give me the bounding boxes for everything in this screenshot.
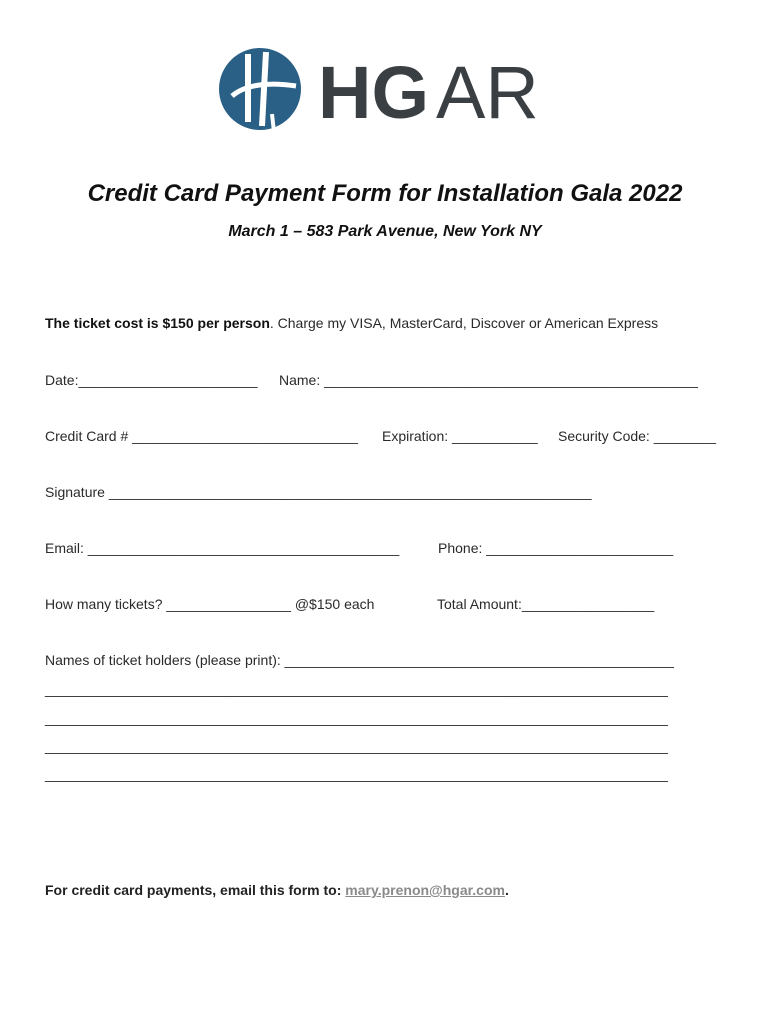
ticket-holders-line-1[interactable]: ________________________________________________________________________________ bbox=[45, 681, 668, 697]
phone-field[interactable]: Phone: ________________________ bbox=[438, 540, 674, 556]
ticket-holders-line-4[interactable]: ________________________________________________________________________________ bbox=[45, 766, 668, 782]
signature-field[interactable]: Signature ______________________________________________________________ bbox=[45, 484, 592, 500]
form-title: Credit Card Payment Form for Installation Gala 2022 bbox=[87, 180, 683, 207]
security-code-field[interactable]: Security Code: ________ bbox=[558, 428, 716, 444]
total-amount-field[interactable]: Total Amount:_________________ bbox=[437, 596, 655, 612]
date-field[interactable]: Date:_______________________ bbox=[45, 372, 258, 388]
ticket-cost-line bbox=[45, 315, 658, 331]
footer-period: . bbox=[504, 882, 509, 898]
footer-instructions bbox=[45, 882, 509, 898]
footer-text: For credit card payments, email this form to: bbox=[45, 882, 346, 898]
name-field[interactable]: Name: ________________________________________________ bbox=[279, 372, 698, 388]
expiration-field[interactable]: Expiration: ___________ bbox=[382, 428, 538, 444]
email-field[interactable]: Email: ________________________________________ bbox=[45, 540, 400, 556]
hgar-logo bbox=[218, 44, 558, 134]
ticket-holders-line-3[interactable]: ________________________________________________________________________________ bbox=[45, 738, 668, 754]
contact-email-link[interactable]: mary.prenon@hgar.com bbox=[345, 882, 505, 898]
ticket-quantity-field[interactable]: How many tickets? ________________ @$150 each bbox=[45, 596, 375, 612]
card-types-text: . Charge my VISA, MasterCard, Discover or American Express bbox=[269, 315, 659, 331]
ticket-cost-bold: The ticket cost is $150 per person bbox=[45, 315, 270, 331]
logo-brand-bold: HG bbox=[318, 51, 429, 134]
form-subtitle: March 1 – 583 Park Avenue, New York NY bbox=[228, 223, 542, 240]
ticket-holders-line-2[interactable]: ________________________________________________________________________________ bbox=[45, 710, 668, 726]
ticket-holders-field[interactable]: Names of ticket holders (please print): __________________________________________________ bbox=[45, 652, 674, 668]
logo-brand-light: AR bbox=[436, 51, 539, 134]
credit-card-field[interactable]: Credit Card # _____________________________ bbox=[45, 428, 358, 444]
